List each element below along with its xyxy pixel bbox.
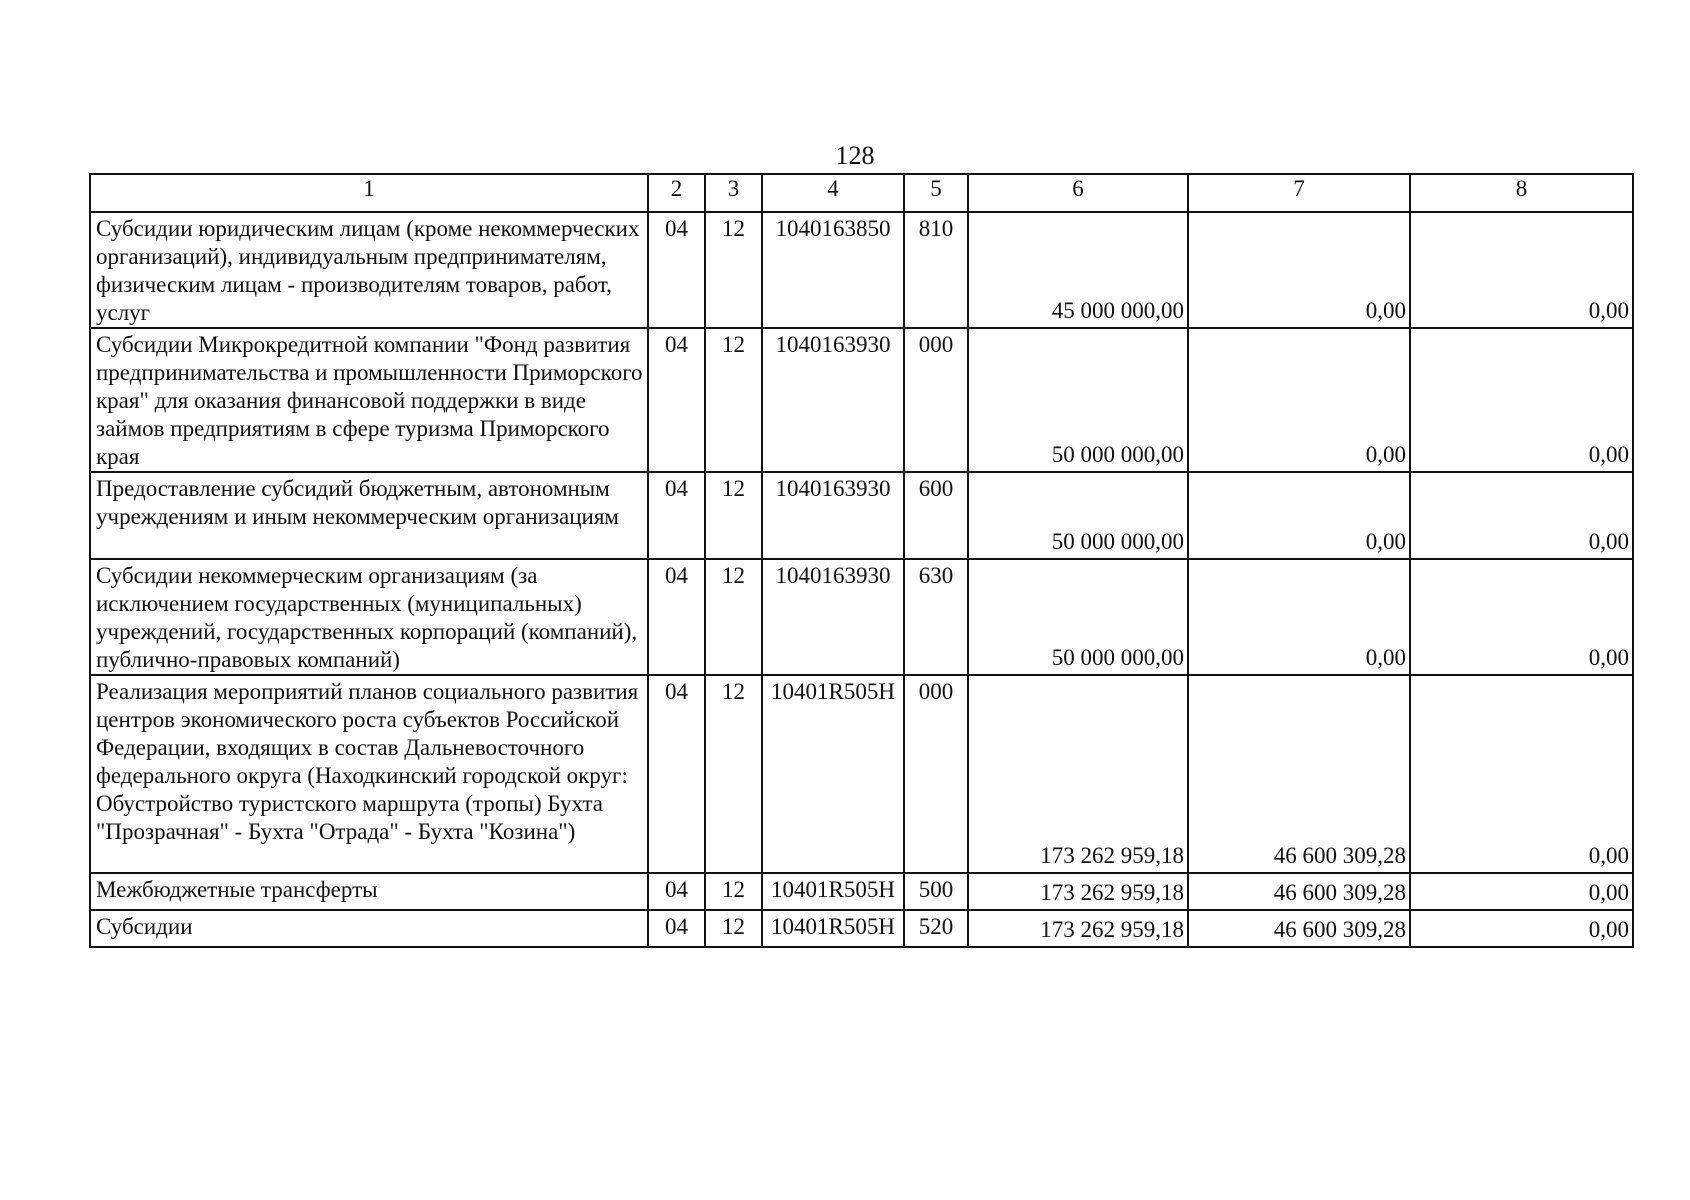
row-name: Субсидии Микрокредитной компании "Фонд развития предпринимательства и промышленности Приморского края" для оказания финансовой поддержки в виде займов предприятиям в сфере туризма Приморского края xyxy=(90,328,648,472)
row-expense-type: 600 xyxy=(904,472,968,559)
table-row xyxy=(90,873,1633,910)
row-section: 04 xyxy=(648,910,705,947)
table-row xyxy=(90,910,1633,947)
row-amount-col6: 173 262 959,18 xyxy=(968,873,1188,910)
row-section: 04 xyxy=(648,675,705,873)
row-target-code: 10401R505H xyxy=(762,675,904,873)
table-header-row xyxy=(90,174,1633,212)
row-amount-col8: 0,00 xyxy=(1410,873,1633,910)
row-target-code: 10401R505H xyxy=(762,873,904,910)
row-name: Субсидии юридическим лицам (кроме некоммерческих организаций), индивидуальным предпринимателям, физическим лицам - производителям товаров, работ, услуг xyxy=(90,212,648,328)
row-section: 04 xyxy=(648,873,705,910)
row-amount-col6: 173 262 959,18 xyxy=(968,910,1188,947)
row-expense-type: 630 xyxy=(904,559,968,675)
row-target-code: 10401R505H xyxy=(762,910,904,947)
row-expense-type: 000 xyxy=(904,675,968,873)
row-section: 04 xyxy=(648,212,705,328)
row-name: Предоставление субсидий бюджетным, автономным учреждениям и иным некоммерческим организациям xyxy=(90,472,648,559)
row-expense-type: 810 xyxy=(904,212,968,328)
page-number: 128 xyxy=(835,141,875,170)
column-header: 2 xyxy=(648,174,705,212)
row-subsection: 12 xyxy=(705,472,762,559)
column-header: 3 xyxy=(705,174,762,212)
row-amount-col8: 0,00 xyxy=(1410,675,1633,873)
column-header: 6 xyxy=(968,174,1188,212)
row-amount-col7: 0,00 xyxy=(1188,212,1410,328)
column-header: 1 xyxy=(90,174,648,212)
row-expense-type: 500 xyxy=(904,873,968,910)
row-expense-type: 520 xyxy=(904,910,968,947)
row-name: Субсидии некоммерческим организациям (за исключением государственных (муниципальных) учреждений, государственных корпораций (компаний), публично-правовых компаний) xyxy=(90,559,648,675)
row-expense-type: 000 xyxy=(904,328,968,472)
column-header: 8 xyxy=(1410,174,1633,212)
row-target-code: 1040163850 xyxy=(762,212,904,328)
row-name: Межбюджетные трансферты xyxy=(90,873,648,910)
row-amount-col8: 0,00 xyxy=(1410,910,1633,947)
row-section: 04 xyxy=(648,328,705,472)
table-row xyxy=(90,675,1633,873)
row-subsection: 12 xyxy=(705,873,762,910)
table-row xyxy=(90,212,1633,328)
row-amount-col7: 46 600 309,28 xyxy=(1188,675,1410,873)
row-target-code: 1040163930 xyxy=(762,472,904,559)
row-amount-col7: 0,00 xyxy=(1188,328,1410,472)
table-row xyxy=(90,472,1633,559)
row-amount-col7: 0,00 xyxy=(1188,472,1410,559)
row-amount-col8: 0,00 xyxy=(1410,328,1633,472)
row-subsection: 12 xyxy=(705,212,762,328)
row-subsection: 12 xyxy=(705,675,762,873)
row-amount-col6: 50 000 000,00 xyxy=(968,472,1188,559)
budget-table xyxy=(89,173,1634,948)
row-amount-col7: 46 600 309,28 xyxy=(1188,910,1410,947)
row-amount-col8: 0,00 xyxy=(1410,472,1633,559)
table-row xyxy=(90,328,1633,472)
row-amount-col8: 0,00 xyxy=(1410,212,1633,328)
row-subsection: 12 xyxy=(705,559,762,675)
row-amount-col8: 0,00 xyxy=(1410,559,1633,675)
row-section: 04 xyxy=(648,559,705,675)
row-amount-col6: 173 262 959,18 xyxy=(968,675,1188,873)
row-section: 04 xyxy=(648,472,705,559)
row-amount-col6: 50 000 000,00 xyxy=(968,328,1188,472)
column-header: 5 xyxy=(904,174,968,212)
row-subsection: 12 xyxy=(705,328,762,472)
row-amount-col7: 0,00 xyxy=(1188,559,1410,675)
row-name: Субсидии xyxy=(90,910,648,947)
column-header: 7 xyxy=(1188,174,1410,212)
row-name: Реализация мероприятий планов социального развития центров экономического роста субъектов Российской Федерации, входящих в состав Дальневосточного федерального округа (Находкинский городской округ: Обустройство туристского маршрута (тропы) Бухта "Прозрачная" - Бухта "Отрада" - Бухта "Козина") xyxy=(90,675,648,873)
row-target-code: 1040163930 xyxy=(762,328,904,472)
row-target-code: 1040163930 xyxy=(762,559,904,675)
row-amount-col7: 46 600 309,28 xyxy=(1188,873,1410,910)
table-row xyxy=(90,559,1633,675)
row-subsection: 12 xyxy=(705,910,762,947)
row-amount-col6: 45 000 000,00 xyxy=(968,212,1188,328)
column-header: 4 xyxy=(762,174,904,212)
row-amount-col6: 50 000 000,00 xyxy=(968,559,1188,675)
